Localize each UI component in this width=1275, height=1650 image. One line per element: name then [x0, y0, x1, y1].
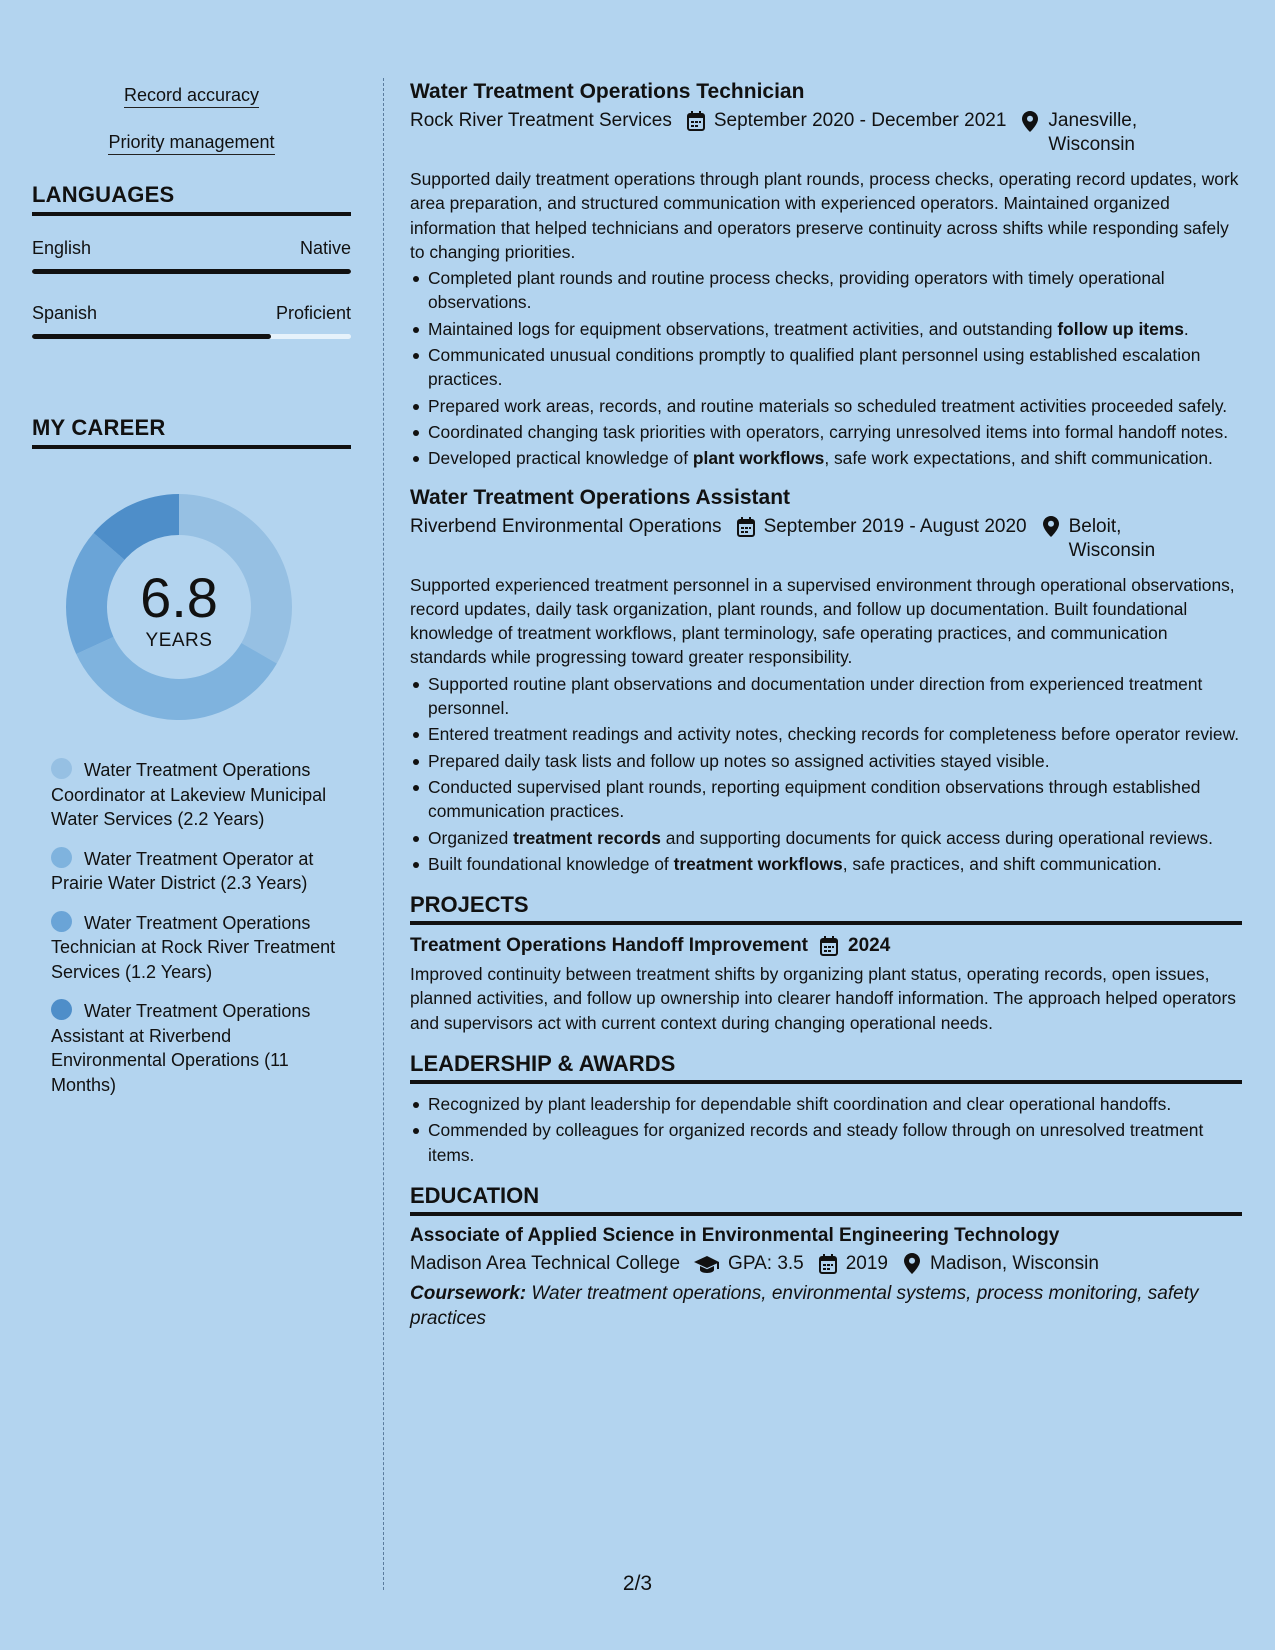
job-bullets	[410, 672, 1242, 876]
job-bullet: Coordinated changing task priorities with operators, carrying unresolved items into formal handoff notes.	[410, 420, 1242, 444]
language-bar-english	[32, 269, 351, 274]
projects-title: PROJECTS	[410, 892, 1242, 925]
job-bullet: Supported routine plant observations and documentation under direction from experienced treatment personnel.	[410, 672, 1242, 721]
calendar-icon	[818, 1252, 838, 1276]
calendar-icon	[820, 936, 840, 956]
job-location	[1069, 515, 1156, 563]
education-location: Madison, Wisconsin	[930, 1252, 1099, 1274]
job-bullet: Entered treatment readings and activity notes, checking records for completeness before operator review.	[410, 722, 1242, 746]
projects-section	[410, 892, 1242, 1035]
coursework-text: Water treatment operations, environmental systems, process monitoring, safety practices	[410, 1282, 1199, 1329]
job-bullet: Developed practical knowledge of plant workflows, safe work expectations, and shift communication.	[410, 446, 1242, 470]
calendar-icon	[736, 515, 756, 539]
education-gpa: GPA: 3.5	[728, 1252, 804, 1274]
career-total-unit: YEARS	[145, 630, 213, 651]
job-bullets	[410, 266, 1242, 470]
career-total-years: 6.8	[140, 566, 218, 629]
job-bullet: Organized treatment records and supporting documents for quick access during operational reviews.	[410, 826, 1242, 850]
skill-priority-management: Priority management	[108, 131, 274, 155]
job-meta	[410, 515, 1242, 563]
project-name: Treatment Operations Handoff Improvement	[410, 935, 809, 957]
leadership-bullets	[410, 1092, 1242, 1167]
job-meta	[410, 109, 1242, 157]
languages-title: LANGUAGES	[32, 182, 351, 216]
career-legend-text: Water Treatment Operations Technician at Rock River Treatment Services (1.2 Years)	[51, 912, 336, 982]
career-legend-text: Water Treatment Operations Assistant at Riverbend Environmental Operations (11 Months)	[51, 1001, 311, 1095]
language-name: Spanish	[32, 303, 98, 323]
coursework	[410, 1281, 1242, 1331]
map-pin-icon	[902, 1252, 922, 1276]
left-column	[32, 84, 351, 1112]
legend-dot	[51, 847, 72, 868]
job-bullet: Conducted supervised plant rounds, reporting equipment condition observations through established communication practices.	[410, 775, 1242, 824]
language-row-spanish	[32, 303, 351, 324]
career-title: MY CAREER	[32, 415, 351, 449]
language-bar-spanish	[32, 334, 351, 339]
leadership-title: LEADERSHIP & AWARDS	[410, 1051, 1242, 1084]
job-title: Water Treatment Operations Assistant	[410, 485, 791, 509]
job-dates: September 2020 - December 2021	[713, 110, 1007, 131]
map-pin-icon	[1020, 109, 1040, 133]
right-column	[410, 78, 1242, 1331]
job-bullet: Prepared daily task lists and follow up notes so assigned activities stayed visible.	[410, 749, 1242, 773]
job-bullet: Built foundational knowledge of treatment workflows, safe practices, and shift communication.	[410, 852, 1242, 876]
career-donut-center	[64, 492, 294, 722]
legend-dot	[51, 911, 72, 932]
project-heading	[410, 933, 1242, 959]
language-bar-fill	[32, 334, 271, 339]
coursework-label: Coursework:	[410, 1282, 527, 1304]
career-legend	[51, 758, 336, 1097]
job-title: Water Treatment Operations Technician	[410, 80, 805, 103]
project-description: Improved continuity between treatment shifts by organizing plant status, operating records, open issues, planned activities, and follow up ownership into clearer handoff information. The approach helped operators and supervisors act with current context during changing operational needs.	[410, 964, 1236, 1033]
calendar-icon	[686, 109, 706, 133]
career-legend-text: Water Treatment Operations Coordinator at Lakeview Municipal Water Services (2.2 Years)	[51, 760, 327, 829]
career-legend-item	[51, 847, 336, 896]
column-divider	[383, 78, 384, 1590]
legend-dot	[51, 999, 72, 1020]
leadership-bullet: Recognized by plant leadership for dependable shift coordination and clear operational handoffs.	[410, 1092, 1242, 1116]
job-bullet: Communicated unusual conditions promptly to qualified plant personnel using established escalation practices.	[410, 343, 1242, 392]
job-location-line1: Janesville,	[1048, 110, 1138, 131]
career-donut-chart	[64, 492, 294, 722]
degree-name: Associate of Applied Science in Environmental Engineering Technology	[410, 1224, 1060, 1246]
job-entry	[410, 78, 1242, 471]
job-location-line2: Wisconsin	[1068, 539, 1156, 561]
language-row-english	[32, 238, 351, 259]
graduation-cap-icon	[694, 1252, 720, 1276]
languages-section	[32, 182, 351, 339]
education-title: EDUCATION	[410, 1183, 1242, 1216]
leadership-section	[410, 1051, 1242, 1167]
company-name: Rock River Treatment Services	[410, 110, 672, 131]
map-pin-icon	[1041, 515, 1061, 539]
education-section	[410, 1183, 1242, 1331]
skill-record-accuracy: Record accuracy	[124, 84, 259, 108]
career-section	[32, 415, 351, 1097]
job-dates: September 2019 - August 2020	[763, 515, 1027, 537]
leadership-bullet: Commended by colleagues for organized records and steady follow through on unresolved treatment items.	[410, 1118, 1242, 1167]
project-year: 2024	[848, 935, 891, 957]
job-location-line2: Wisconsin	[1048, 134, 1135, 155]
job-bullet: Completed plant rounds and routine process checks, providing operators with timely operational observations.	[410, 266, 1242, 315]
career-legend-item	[51, 758, 336, 832]
school-name: Madison Area Technical College	[410, 1252, 681, 1274]
page-number: 2/3	[622, 1572, 653, 1595]
job-location-line1: Beloit,	[1068, 515, 1122, 537]
education-meta	[410, 1252, 1242, 1276]
company-name: Riverbend Environmental Operations	[410, 515, 722, 537]
language-level: Native	[299, 238, 351, 258]
legend-dot	[51, 758, 72, 779]
job-bullet: Maintained logs for equipment observations, treatment activities, and outstanding follow up items.	[410, 317, 1242, 341]
language-level: Proficient	[275, 303, 351, 323]
career-legend-item	[51, 999, 336, 1097]
job-summary: Supported experienced treatment personnel in a supervised environment through operational observations, record updates, daily task organization, plant rounds, and follow up documentation. Built foundational knowledge of treatment workflows, plant terminology, safe operating practices, and communication standards while progressing toward greater responsibility.	[410, 574, 1235, 668]
career-legend-item	[51, 911, 336, 985]
language-bar-fill	[32, 269, 351, 274]
job-bullet: Prepared work areas, records, and routine materials so scheduled treatment activities proceeded safely.	[410, 394, 1242, 418]
job-location	[1048, 109, 1137, 157]
job-entry	[410, 484, 1242, 877]
education-year: 2019	[845, 1252, 889, 1274]
language-name: English	[32, 238, 92, 258]
job-summary: Supported daily treatment operations through plant rounds, process checks, operating record updates, work area preparation, and structured communication with experienced operators. Maintained organized information that helped technicians and operators preserve continuity across shifts while responding safely to changing priorities.	[410, 169, 1239, 262]
career-legend-text: Water Treatment Operator at Prairie Water District (2.3 Years)	[51, 848, 314, 893]
